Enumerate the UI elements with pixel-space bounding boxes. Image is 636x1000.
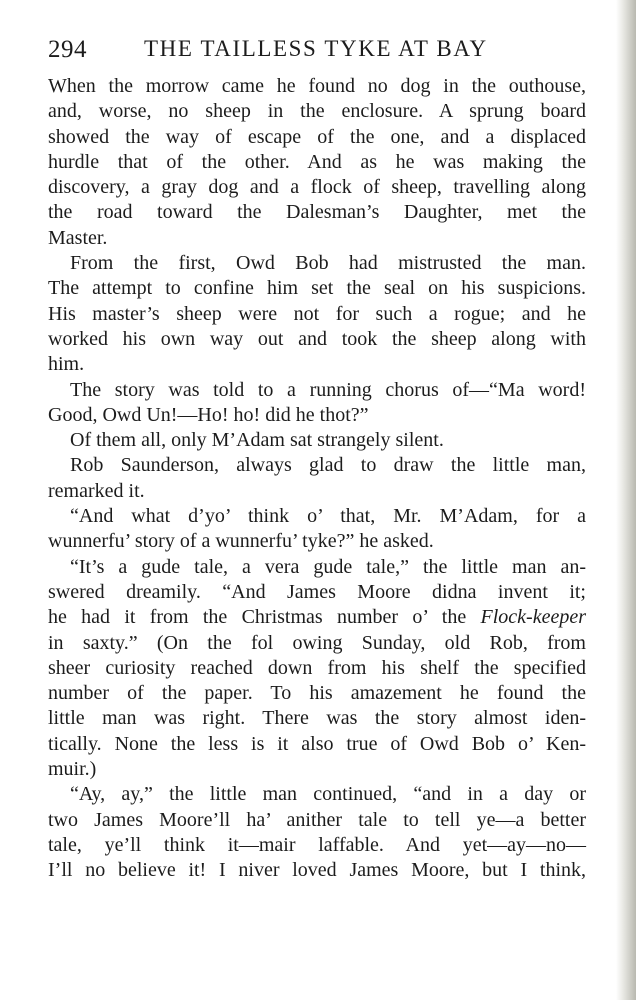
text-line: Of them all, only M’Adam sat strangely silent. (70, 429, 444, 452)
text-line: hurdle that of the other. And as he was making the (48, 150, 586, 173)
text-line: I’ll no believe it! I niver loved James Moore, but I think, (48, 859, 586, 882)
text-line: “And what d’yo’ think o’ that, Mr. M’Adam, for a (70, 505, 586, 528)
text-line: muir.) (48, 758, 97, 781)
text-line: number of the paper. To his amazement he found the (48, 682, 586, 705)
text-line: From the first, Owd Bob had mistrusted the man. (70, 252, 586, 275)
text-line: discovery, a gray dog and a flock of sheep, travelling along (48, 176, 586, 199)
text-line: Good, Owd Un!—Ho! ho! did he thot?” (48, 403, 369, 426)
text-line: When the morrow came he found no dog in the outhouse, (48, 75, 586, 97)
text-line: The attempt to confine him set the seal on his suspicions. (48, 277, 586, 300)
text-line: remarked it. (48, 479, 145, 502)
text-line: worked his own way out and took the sheep along with (48, 327, 586, 350)
page-number: 294 (48, 36, 87, 63)
text-line: sheer curiosity reached down from his shelf the specified (48, 656, 586, 679)
text-line: little man was right. There was the story almost iden- (48, 707, 586, 730)
text-line: in saxty.” (On the fol owing Sunday, old Rob, from (48, 631, 586, 654)
running-title: THE TAILLESS TYKE AT BAY (144, 36, 488, 61)
text-line: Rob Saunderson, always glad to draw the little man, (70, 454, 586, 477)
text-line: showed the way of escape of the one, and a displaced (48, 125, 586, 148)
text-line: and, worse, no sheep in the enclosure. A sprung board (48, 100, 586, 123)
body-text (48, 74, 586, 884)
text-line: tale, ye’ll think it—mair laffable. And yet—ay—no— (48, 833, 586, 856)
text-line: Master. (48, 226, 108, 249)
page-header (48, 30, 586, 70)
page-edge-shadow (616, 0, 636, 1000)
text-line: His master’s sheep were not for such a rogue; and he (48, 302, 586, 325)
text-line: “Ay, ay,” the little man continued, “and in a day or (70, 783, 586, 806)
text-line: swered dreamily. “And James Moore didna invent it; (48, 580, 586, 603)
text-line: two James Moore’ll ha’ anither tale to tell ye—a better (48, 808, 586, 831)
text-line (48, 605, 586, 630)
text-line-start: he had it from the Christmas number o’ the (48, 606, 467, 629)
italic-title: Flock-keeper (480, 606, 586, 629)
text-line: The story was told to a running chorus of—“Ma word! (70, 378, 586, 401)
text-line: the road toward the Dalesman’s Daughter, met the (48, 201, 586, 224)
text-line: “It’s a gude tale, a vera gude tale,” the little man an- (70, 555, 586, 578)
text-line: wunnerfu’ story of a wunnerfu’ tyke?” he asked. (48, 530, 434, 553)
text-line: him. (48, 353, 85, 376)
text-line: tically. None the less is it also true of Owd Bob o’ Ken- (48, 732, 586, 755)
